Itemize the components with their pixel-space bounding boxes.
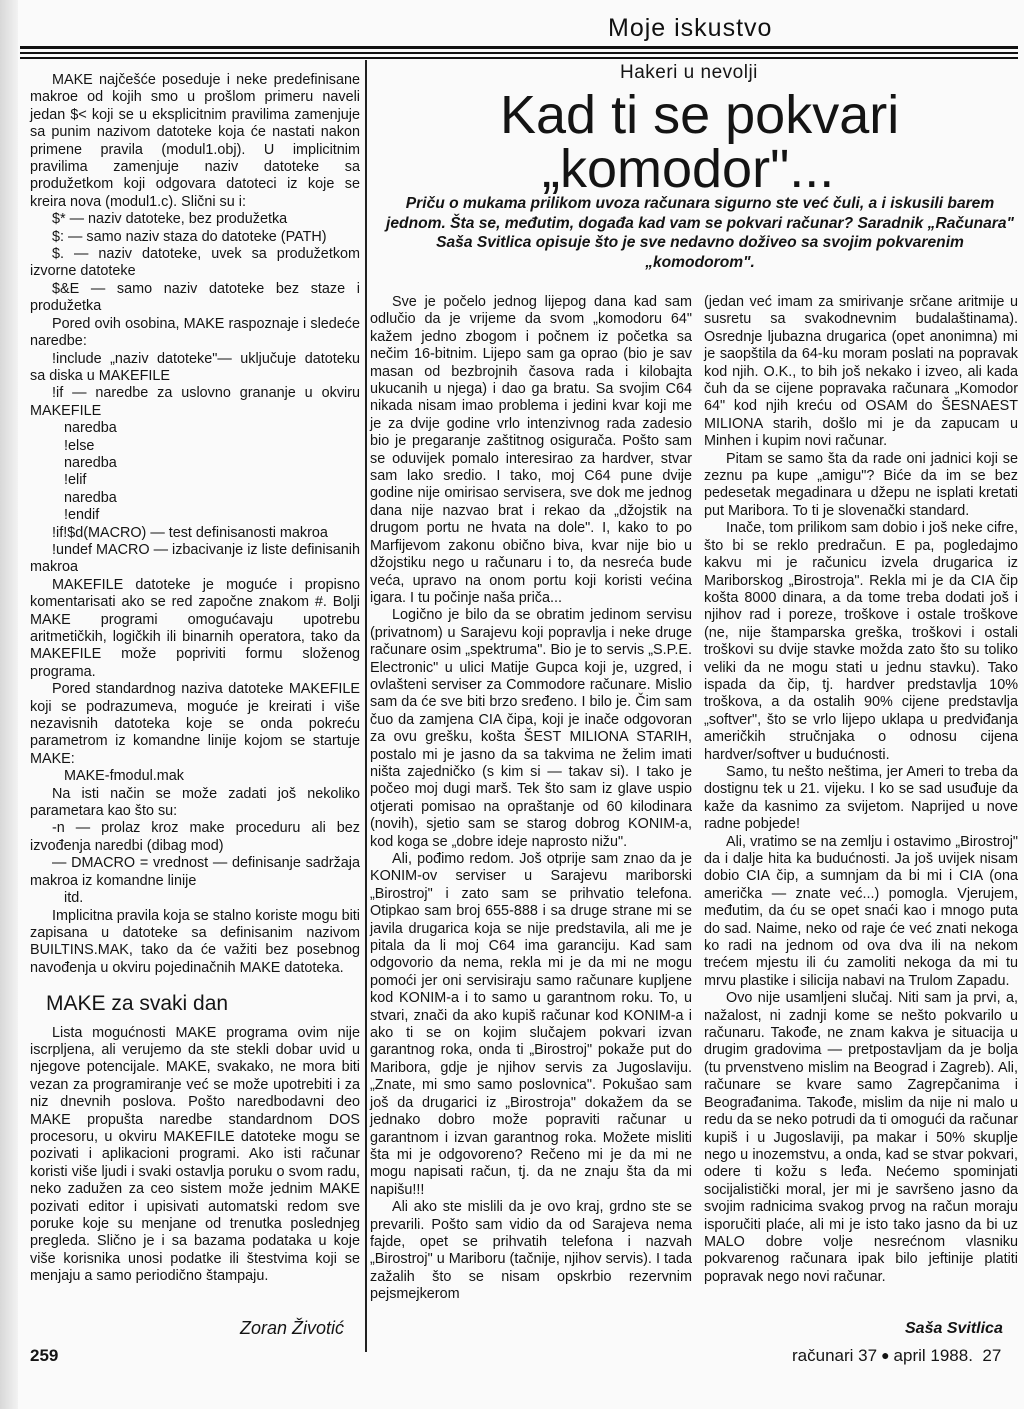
paragraph: Inače, tom prilikom sam dobio i još neke cifre, što bi se reklo predračun. E pa, pogledajmo kakvu mi je računicu izvela drugarica iz Mariborskog „Birostroja". Rekla mi je da CIA čip košta 8000 dinara, a da tome treba dodati još i njihov rad i poreze, troškove i ostale troškove (ne, nije štamparska greška, troškovi i ostali troškovi su dvije stavke možda zato što su toliko veliki da ne mogu stati u jednu stavku). Tako ispada da čip, tj. hardver predstavlja 10% troškova, a da ostalih 90% cijene predstavlja „softver", što se vrlo lijepo uklapa u predviđanja američkih stručnjaka o odnosu cijena hardver/softver u budućnosti.	[704, 520, 1018, 763]
code-line: !else	[64, 437, 95, 454]
magazine-name: računari 37	[792, 1346, 878, 1365]
definition-item: — DMACRO = vrednost — definisanje sadržaja makroa iz komandne linije	[30, 855, 360, 889]
paragraph: Lista mogućnosti MAKE programa ovim nije iscrpljena, ali verujemo da ste stekli dobar uvid u njegove potencijale. MAKE, svakako, ne mora biti vezan za programiranje već se može upotrebiti i za niz dnevnih poslova. Pošto naredbodavni deo MAKE propušta naredbe standardnom DOS procesoru, u okviru MAKEFILE datoteke mogu se pozivati i aplikacioni programi. Ako isti računar koristi više ljudi i svaki ostavlja poruku o svom radu, neko zadužen za ceo sistem može jednim MAKE pozivati editor i upisivati automatski redom sve poruke koje su menjane od trenutka poslednjeg pregleda. Slično je i sa bazama podataka u koje više korisnika unosi podatke ili štestvima koji se menjaju a samo periodično štampaju.	[30, 1024, 360, 1285]
top-rule	[20, 46, 1018, 49]
headline-line-2: „komodor"...	[542, 139, 835, 199]
paragraph: MAKE najčešće poseduje i neke predefinisane makroe od kojih smo u prošlom primeru naveli jedan $< koji se u eksplicitnim pravilima zamenjuje sa punim nazivom datoteke koja će nastati nakon primene pravila (modul1.obj). U implicitnim pravilima zamenjuje naziv datoteke sa produžetkom koji odgovara datoteci iz koje se kreira nova (modul1.c). Slični su i:	[30, 72, 360, 210]
section-label: Moje iskustvo	[608, 14, 773, 42]
definition-item: !if!$d(MACRO) — test definisanosti makroa	[52, 524, 328, 541]
definition-item: !include „naziv datoteke"— uključuje datoteku sa diska u MAKEFILE	[30, 350, 360, 384]
code-line: itd.	[64, 890, 84, 907]
section-heading: MAKE za svaki dan	[46, 992, 229, 1016]
paragraph: Pitam se samo šta da rade oni jadnici koji se zeznu pa kupe „amigu"? Biće da im se bez pedesetak megadinara u džepu ne isplati kretati put Maribora. To ti je slovenački standard.	[704, 450, 1018, 519]
code-line: MAKE-fmodul.mak	[64, 768, 184, 785]
article-kicker: Hakeri u nevolji	[620, 62, 758, 83]
paragraph: Ali, vratimo se na zemlju i ostavimo „Birostroj" da i dalje hita ka budućnosti. Ja još uvijek nisam dobio CIA čip, a sumnjam da bi mi i CIA (ona američka — znate već...) pomogla. Vjerujem, međutim, da ću se opet snaći kao i mnogo puta do sad. Naime, neko od raje će već znati nekoga ko radi na jednom od ova dva ili na nekom trećem mjestu ili ću zamoliti nekoga da mi tu mrvu plastike i silicija nabavi na Trulom Zapadu.	[704, 833, 1018, 989]
paragraph: Pored ovih osobina, MAKE raspoznaje i sledeće naredbe:	[30, 315, 360, 350]
page-number-right: 27	[982, 1346, 1002, 1365]
paragraph: Samo, tu nešto neštima, jer Ameri to treba da dostignu tek u 21. vijeku. I ko se sad usuđuje da kaže da kasnimo za svijetom. Naprijed u nove radne pobjede!	[704, 763, 1018, 833]
author-byline-right: Saša Svitlica	[905, 1320, 1003, 1337]
paragraph: (jedan već imam za smirivanje srčane aritmije u susretu sa svakodnevnim budalaštinama). Osrednje ljubazna drugarica (opet anonimna) mi je saopštila da 64-ku moram poslati na popravak kod njih. O.K., to bih još nekako i izveo, ali kada čuh da se cijene popravaka računara „Komodor 64" kod njih kreću od OSAM do ŠESNAEST MILIONA starih, došlo mi je da zapucam u Minhen i kupim novi računar.	[704, 294, 1018, 450]
paragraph: Sve je počelo jednog lijepog dana kad sam odlučio da je vrijeme da svom „komodoru 64" kažem jedno zbogom i počnem iz početka sa nečim 16-bitnim. Lijepo sam ga oprao (bio je sav masan od bezbrojnih časova rada i kilobajta ukucanih u njega) i dao ga bratu. Sa svojim C64 nikada nisam imao problema i jedini kvar koji me je za dvije godine vrlo intenzivnog rada zadesio bio je pregaranje zaštitnog osigurača. Pošto sam se oduvijek pomalo interesirao za hardver, stvar sam lako sredio. I tako, moj C64 pune dvije godine nije omirisao servisera, sve dok me jednog dana nije nazvao brat i rekao da „džojstik na drugom portu ne hvata na dole". I, kako to po Marfijevom zakonu obično biva, kvar nije bio u džojstiku nego u računaru i to, da nesreća bude veća, upravo na onom portu koji koristi većina igara. I tu počinje naša priča...	[370, 294, 692, 606]
paragraph: Ovo nije usamljeni slučaj. Niti sam ja prvi, a, nažalost, ni zadnji kome se nešto pokvarilo u računaru. Takođe, ne znam kakva je situacija u drugim gradovima — pretpostavljam da je bolja (tu prvenstveno mislim na Beograd i Zagreb). Ali, računare se kvare samo Zagrepčanima i Beograđanima. Takođe, mislim da nije ni malo u redu da se neko potrudi da ti omogući da računar kupiš i u Jugoslaviji, pa makar i 50% skuplje nego u inozemstvu, a onda, kad se stvar pokvari, odere ti kožu s leđa. Nećemo spominjati socijalistički moral, jer mi je savršeno jasno da svojim radnicima svakog prvog na račun moraju isporučiti plaće, ali mi je isto tako jasno da bi uz MALO dobre volje nesrećnom vlasniku pokvarenog računara ipak bilo jeftinije platiti popravak nego novi računar.	[704, 990, 1018, 1285]
definition-item: $&E — samo naziv datoteke bez staze i produžetka	[30, 280, 360, 315]
top-rule-thin-2	[20, 57, 1018, 59]
definition-item: !if — naredbe za uslovno grananje u okviru MAKEFILE	[30, 385, 360, 419]
definition-item: $: — samo naziv staza do datoteke (PATH)	[52, 228, 327, 245]
page-number-left: 259	[30, 1346, 59, 1365]
issue-date: april 1988.	[893, 1346, 973, 1365]
middle-column	[370, 294, 692, 1304]
top-rule-thin	[20, 52, 1018, 54]
code-line: !elif	[64, 472, 87, 489]
author-byline-left: Zoran Životić	[240, 1318, 345, 1338]
code-line: naredba	[64, 454, 117, 471]
page-edge-shadow	[0, 0, 18, 1409]
paragraph: Ali ako ste mislili da je ovo kraj, grdno ste se prevarili. Pošto sam vidio da od Sarajeva nema fajde, opet se prihvatih telefona i nazvah „Birostroj" u Mariboru (tačnije, njihov servis). I tada zažalih što se nisam opskrbio rezervnim pejsmejkerom	[370, 1199, 692, 1303]
definition-item: $. — naziv datoteke, uvek sa produžetkom izvorne datoteke	[30, 246, 360, 280]
article-lead: Priču o mukama prilikom uvoza računara sigurno ste već čuli, a i iskusili barem jednom. Šta se, međutim, događa kad vam se pokvari računar? Saradnik „Računara" Saša Svitlica opisuje što je sve nedavno doživeo sa svojim pokvarenim „komodorom".	[386, 195, 1014, 271]
paragraph: Pored standardnog naziva datoteke MAKEFILE koji se podrazumeva, moguće je kreirati i više nezavisnih datoteka koje se onda pokreću parametrom iz komandne linije kojom se startuje MAKE:	[30, 681, 360, 767]
headline-line-1: Kad ti se pokvari	[500, 85, 900, 145]
code-line: naredba	[64, 489, 117, 506]
left-column	[30, 72, 360, 1286]
paragraph: Ali, pođimo redom. Još otprije sam znao da je KONIM-ov serviser u Sarajevu mariborski „Birostroj" i zato sam se prihvatio telefona. Otipkao sam broj 655-888 i sa druge strane mi se javila drugarica koja se nije predstavila, ali me je pitala da li moj C64 ima garanciju. Kad sam odgovorio da nema, rekla mi je da mi ne mogu pomoći jer oni servisiraju samo računare kupljene kod KONIM-a i to samo u garantnom roku. To, u stvari, znači da ako kupiš računar kod KONIM-a i ako ti se on kojim slučajem pokvari izvan garantnog roka, onda ti „Birostroj" pokaže put do Maribora, gdje je njihov servis za Jugoslaviju. „Znate, mi smo samo poslovnica". Pokušao sam još da drugarici iz „Birostroja" dokažem da se jednako dobro može popraviti računar u garantnom i izvan garantnog roka. Možete misliti šta mi je odgovoreno? Rečeno mi je da mi ne mogu napisati račun, tj. da ne znaju šta da mi napišu!!!	[370, 851, 692, 1198]
code-line: !endif	[64, 507, 100, 524]
page-footer	[792, 1346, 1001, 1366]
column-divider	[365, 60, 367, 1352]
definition-item: !undef MACRO — izbacivanje iz liste definisanih makroa	[30, 541, 360, 576]
right-column	[704, 294, 1018, 1286]
paragraph: MAKEFILE datoteke je moguće i propisno komentarisati ako se red započne znakom #. Bolji MAKE programi omogućavaju upotrebu aritmetičkih, logičkih ili binarnih operatora, tako da MAKEFILE može popriviti formu složenog programa.	[30, 576, 360, 680]
paragraph: Implicitna pravila koja se stalno koriste mogu biti zapisana u datoteke sa definisanim nazivom BUILTINS.MAK, tako da će važiti bez posebnog navođenja u okviru pojedinačnih MAKE datoteka.	[30, 907, 360, 976]
paragraph: Na isti način se može zadati još nekoliko parametara kao što su:	[30, 785, 360, 820]
definition-item: $* — naziv datoteke, bez produžetka	[52, 211, 288, 228]
code-line: naredba	[64, 420, 117, 437]
definition-item: -n — prolaz kroz make proceduru ali bez izvođenja naredbi (dibag mod)	[30, 820, 360, 854]
paragraph: Logično je bilo da se obratim jedinom servisu (privatnom) u Sarajevu koji popravlja i neke druge računare osim „spektruma". Bio je to servis „S.P.E. Electronic" u ulici Matije Gupca koji je, uzgred, i ovlašteni serviser za Commodore računare. Mislio sam da će sve biti brzo sređeno. I bilo je. Čim sam čuo da zamjena CIA čipa, koji je inače odgovoran za ovu grešku, košta ŠEST MILIONA STARIH, postalo mi je jasno da sa takvima ne želim imati ništa zajedničko (s kim si — takav si). I tako je počeo moj dugi marš. Tek što sam iz glave uspio otjerati pomisao na opraštanje od 60 kilodinara (novih), sjetio sam se starog dobrog KONIM-a, kod koga se „dobre ideje naprosto nižu".	[370, 607, 692, 850]
bullet-icon: ●	[881, 1347, 890, 1363]
